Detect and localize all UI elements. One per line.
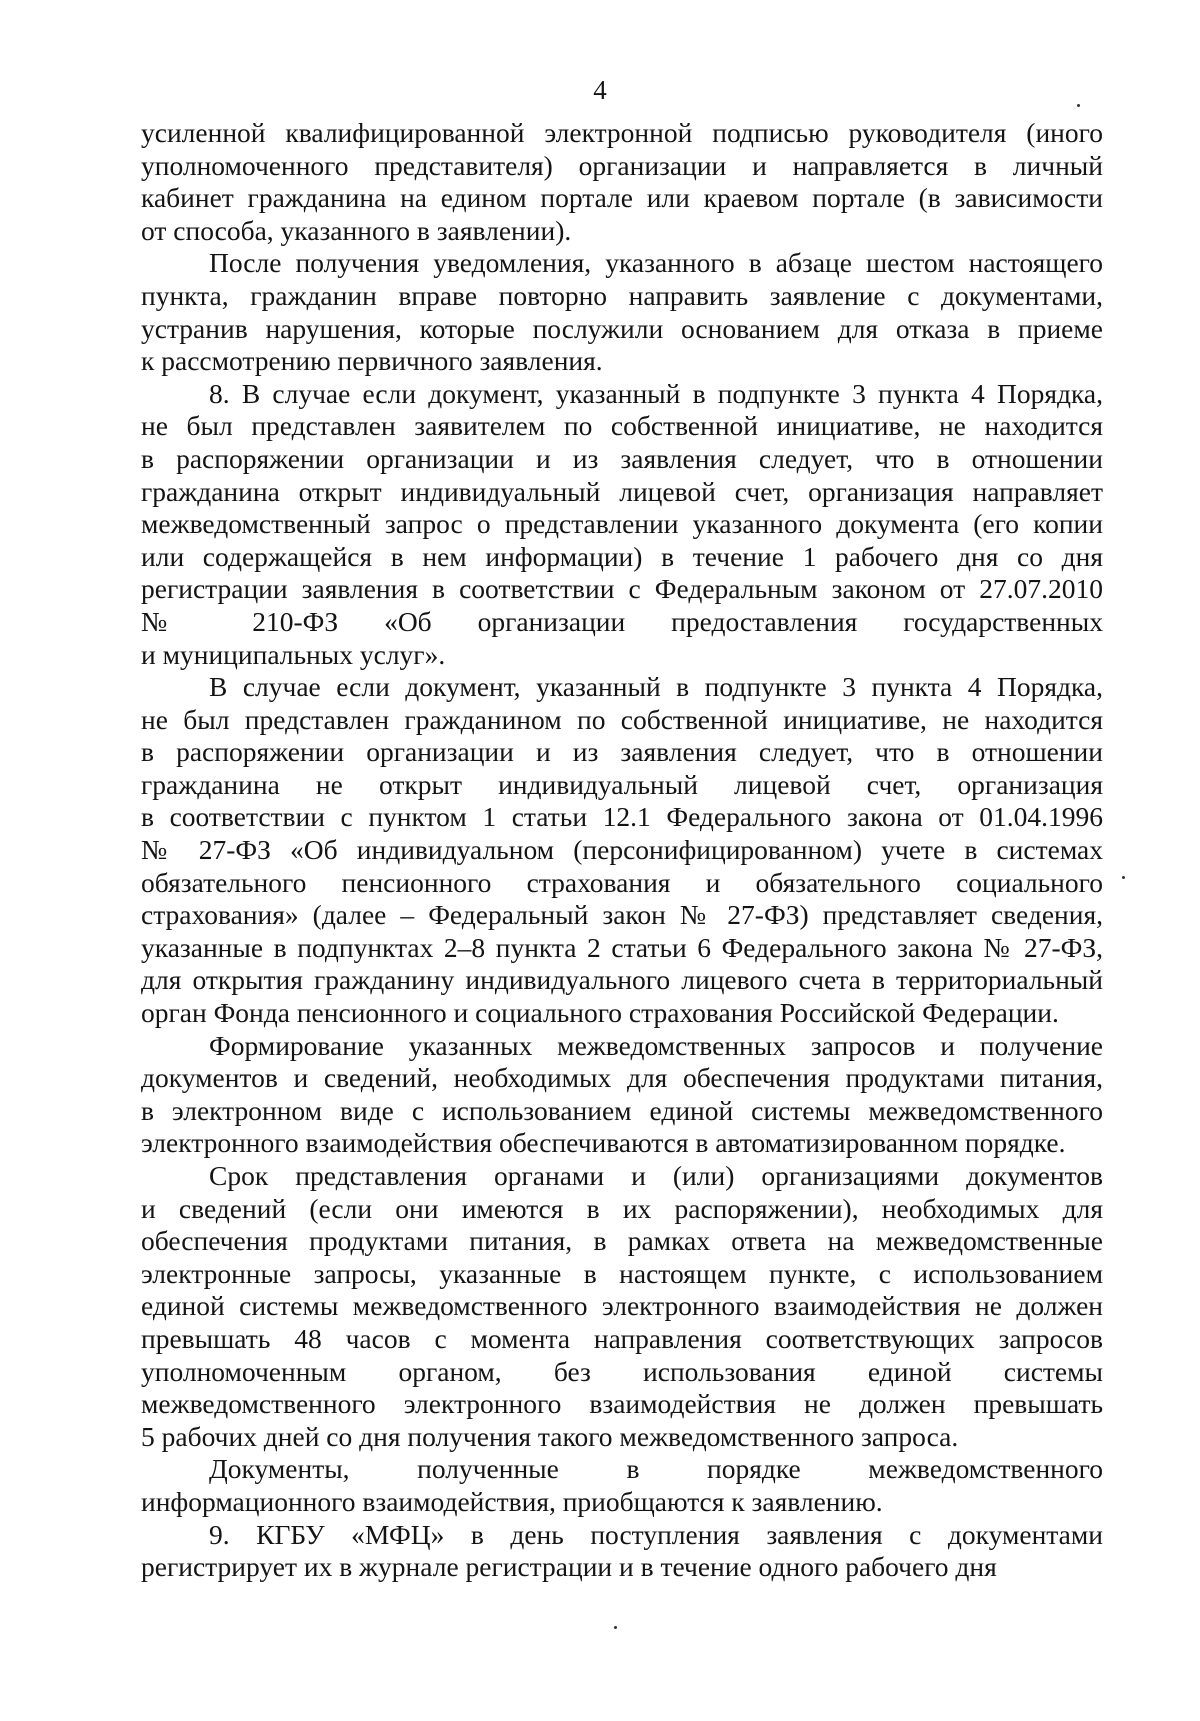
- text-line: электронные запросы, указанные в настоящем пункте, с использованием: [141, 1257, 1103, 1289]
- text-line: межведомственный запрос о представлении указанного документа (его копии: [141, 508, 1103, 540]
- text-line: информационного взаимодействия, приобщаются к заявлению.: [141, 1485, 883, 1517]
- paragraph: [141, 1453, 1103, 1518]
- text-line: страхования» (далее – Федеральный закон № 27-ФЗ) представляет сведения,: [141, 899, 1103, 931]
- text-line: в распоряжении организации и из заявления следует, что в отношении: [141, 736, 1103, 768]
- text-line: превышать 48 часов с момента направления соответствующих запросов: [141, 1322, 1103, 1354]
- text-line: кабинет гражданина на едином портале или краевом портале (в зависимости: [141, 182, 1103, 214]
- text-line: в электронном виде с использованием единой системы межведомственного: [141, 1094, 1103, 1126]
- text-line: пункта, гражданин вправе повторно направить заявление с документами,: [141, 279, 1103, 311]
- text-line: и сведений (если они имеются в их распоряжении), необходимых для: [141, 1192, 1103, 1224]
- text-line: документов и сведений, необходимых для обеспечения продуктами питания,: [141, 1062, 1103, 1094]
- text-line: в соответствии с пунктом 1 статьи 12.1 Федерального закона от 01.04.1996: [141, 801, 1103, 833]
- paragraph: [141, 117, 1103, 247]
- text-line: Формирование указанных межведомственных запросов и получение: [209, 1029, 1103, 1061]
- text-line: 9. КГБУ «МФЦ» в день поступления заявления с документами: [209, 1518, 1103, 1550]
- text-line: к рассмотрению первичного заявления.: [141, 345, 603, 377]
- text-line: единой системы межведомственного электронного взаимодействия не должен: [141, 1290, 1103, 1322]
- text-line: После получения уведомления, указанного в абзаце шестом настоящего: [209, 247, 1103, 279]
- text-line: усиленной квалифицированной электронной подписью руководителя (иного: [141, 117, 1103, 148]
- paragraph: [141, 1519, 1103, 1584]
- paragraph: [141, 247, 1103, 377]
- text-line: гражданина не открыт индивидуальный лицевой счет, организация: [141, 768, 1103, 800]
- text-line: для открытия гражданину индивидуального лицевого счета в территориальный: [141, 964, 1103, 996]
- paragraph: [141, 378, 1103, 671]
- text-line: и муниципальных услуг».: [141, 638, 446, 670]
- text-line: орган Фонда пенсионного и социального страхования Российской Федерации.: [141, 997, 1059, 1029]
- scan-speck: [1077, 104, 1080, 107]
- text-line: № 27-ФЗ «Об индивидуальном (персонифицированном) учете в системах: [141, 834, 1103, 866]
- text-line: гражданина открыт индивидуальный лицевой счет, организация направляет: [141, 475, 1103, 507]
- paragraph: [141, 1160, 1103, 1453]
- text-line: регистрирует их в журнале регистрации и в течение одного рабочего дня: [141, 1551, 997, 1583]
- text-line: Документы, полученные в порядке межведомственного: [209, 1453, 1103, 1485]
- text-line: регистрации заявления в соответствии с Федеральным законом от 27.07.2010: [141, 573, 1103, 605]
- paragraph: [141, 671, 1103, 1030]
- text-line: уполномоченным органом, без использования единой системы: [141, 1355, 1103, 1387]
- text-line: 5 рабочих дней со дня получения такого межведомственного запроса.: [141, 1420, 959, 1452]
- text-line: Срок представления органами и (или) организациями документов: [209, 1160, 1103, 1191]
- text-line: 8. В случае если документ, указанный в подпункте 3 пункта 4 Порядка,: [209, 377, 1103, 409]
- document-body: [141, 117, 1103, 1584]
- paragraph: [141, 1030, 1103, 1160]
- text-line: не был представлен заявителем по собственной инициативе, не находится: [141, 410, 1103, 442]
- scan-speck: [614, 1626, 617, 1629]
- page-number: 4: [593, 75, 607, 105]
- text-line: устранив нарушения, которые послужили основанием для отказа в приеме: [141, 312, 1103, 344]
- text-line: В случае если документ, указанный в подпункте 3 пункта 4 Порядка,: [209, 671, 1103, 703]
- text-line: уполномоченного представителя) организации и направляется в личный: [141, 149, 1103, 181]
- text-line: от способа, указанного в заявлении).: [141, 214, 572, 246]
- text-line: № 210-ФЗ «Об организации предоставления государственных: [141, 605, 1103, 637]
- text-line: обязательного пенсионного страхования и обязательного социального: [141, 866, 1103, 898]
- text-line: не был представлен гражданином по собственной инициативе, не находится: [141, 703, 1103, 735]
- text-line: или содержащейся в нем информации) в течение 1 рабочего дня со дня: [141, 540, 1103, 572]
- text-line: межведомственного электронного взаимодействия не должен превышать: [141, 1388, 1103, 1420]
- scan-speck: [1122, 876, 1125, 879]
- text-line: указанные в подпунктах 2–8 пункта 2 статьи 6 Федерального закона № 27-ФЗ,: [141, 931, 1103, 963]
- text-line: обеспечения продуктами питания, в рамках ответа на межведомственные: [141, 1225, 1103, 1257]
- text-line: в распоряжении организации и из заявления следует, что в отношении: [141, 442, 1103, 474]
- text-line: электронного взаимодействия обеспечиваются в автоматизированном порядке.: [141, 1127, 1066, 1159]
